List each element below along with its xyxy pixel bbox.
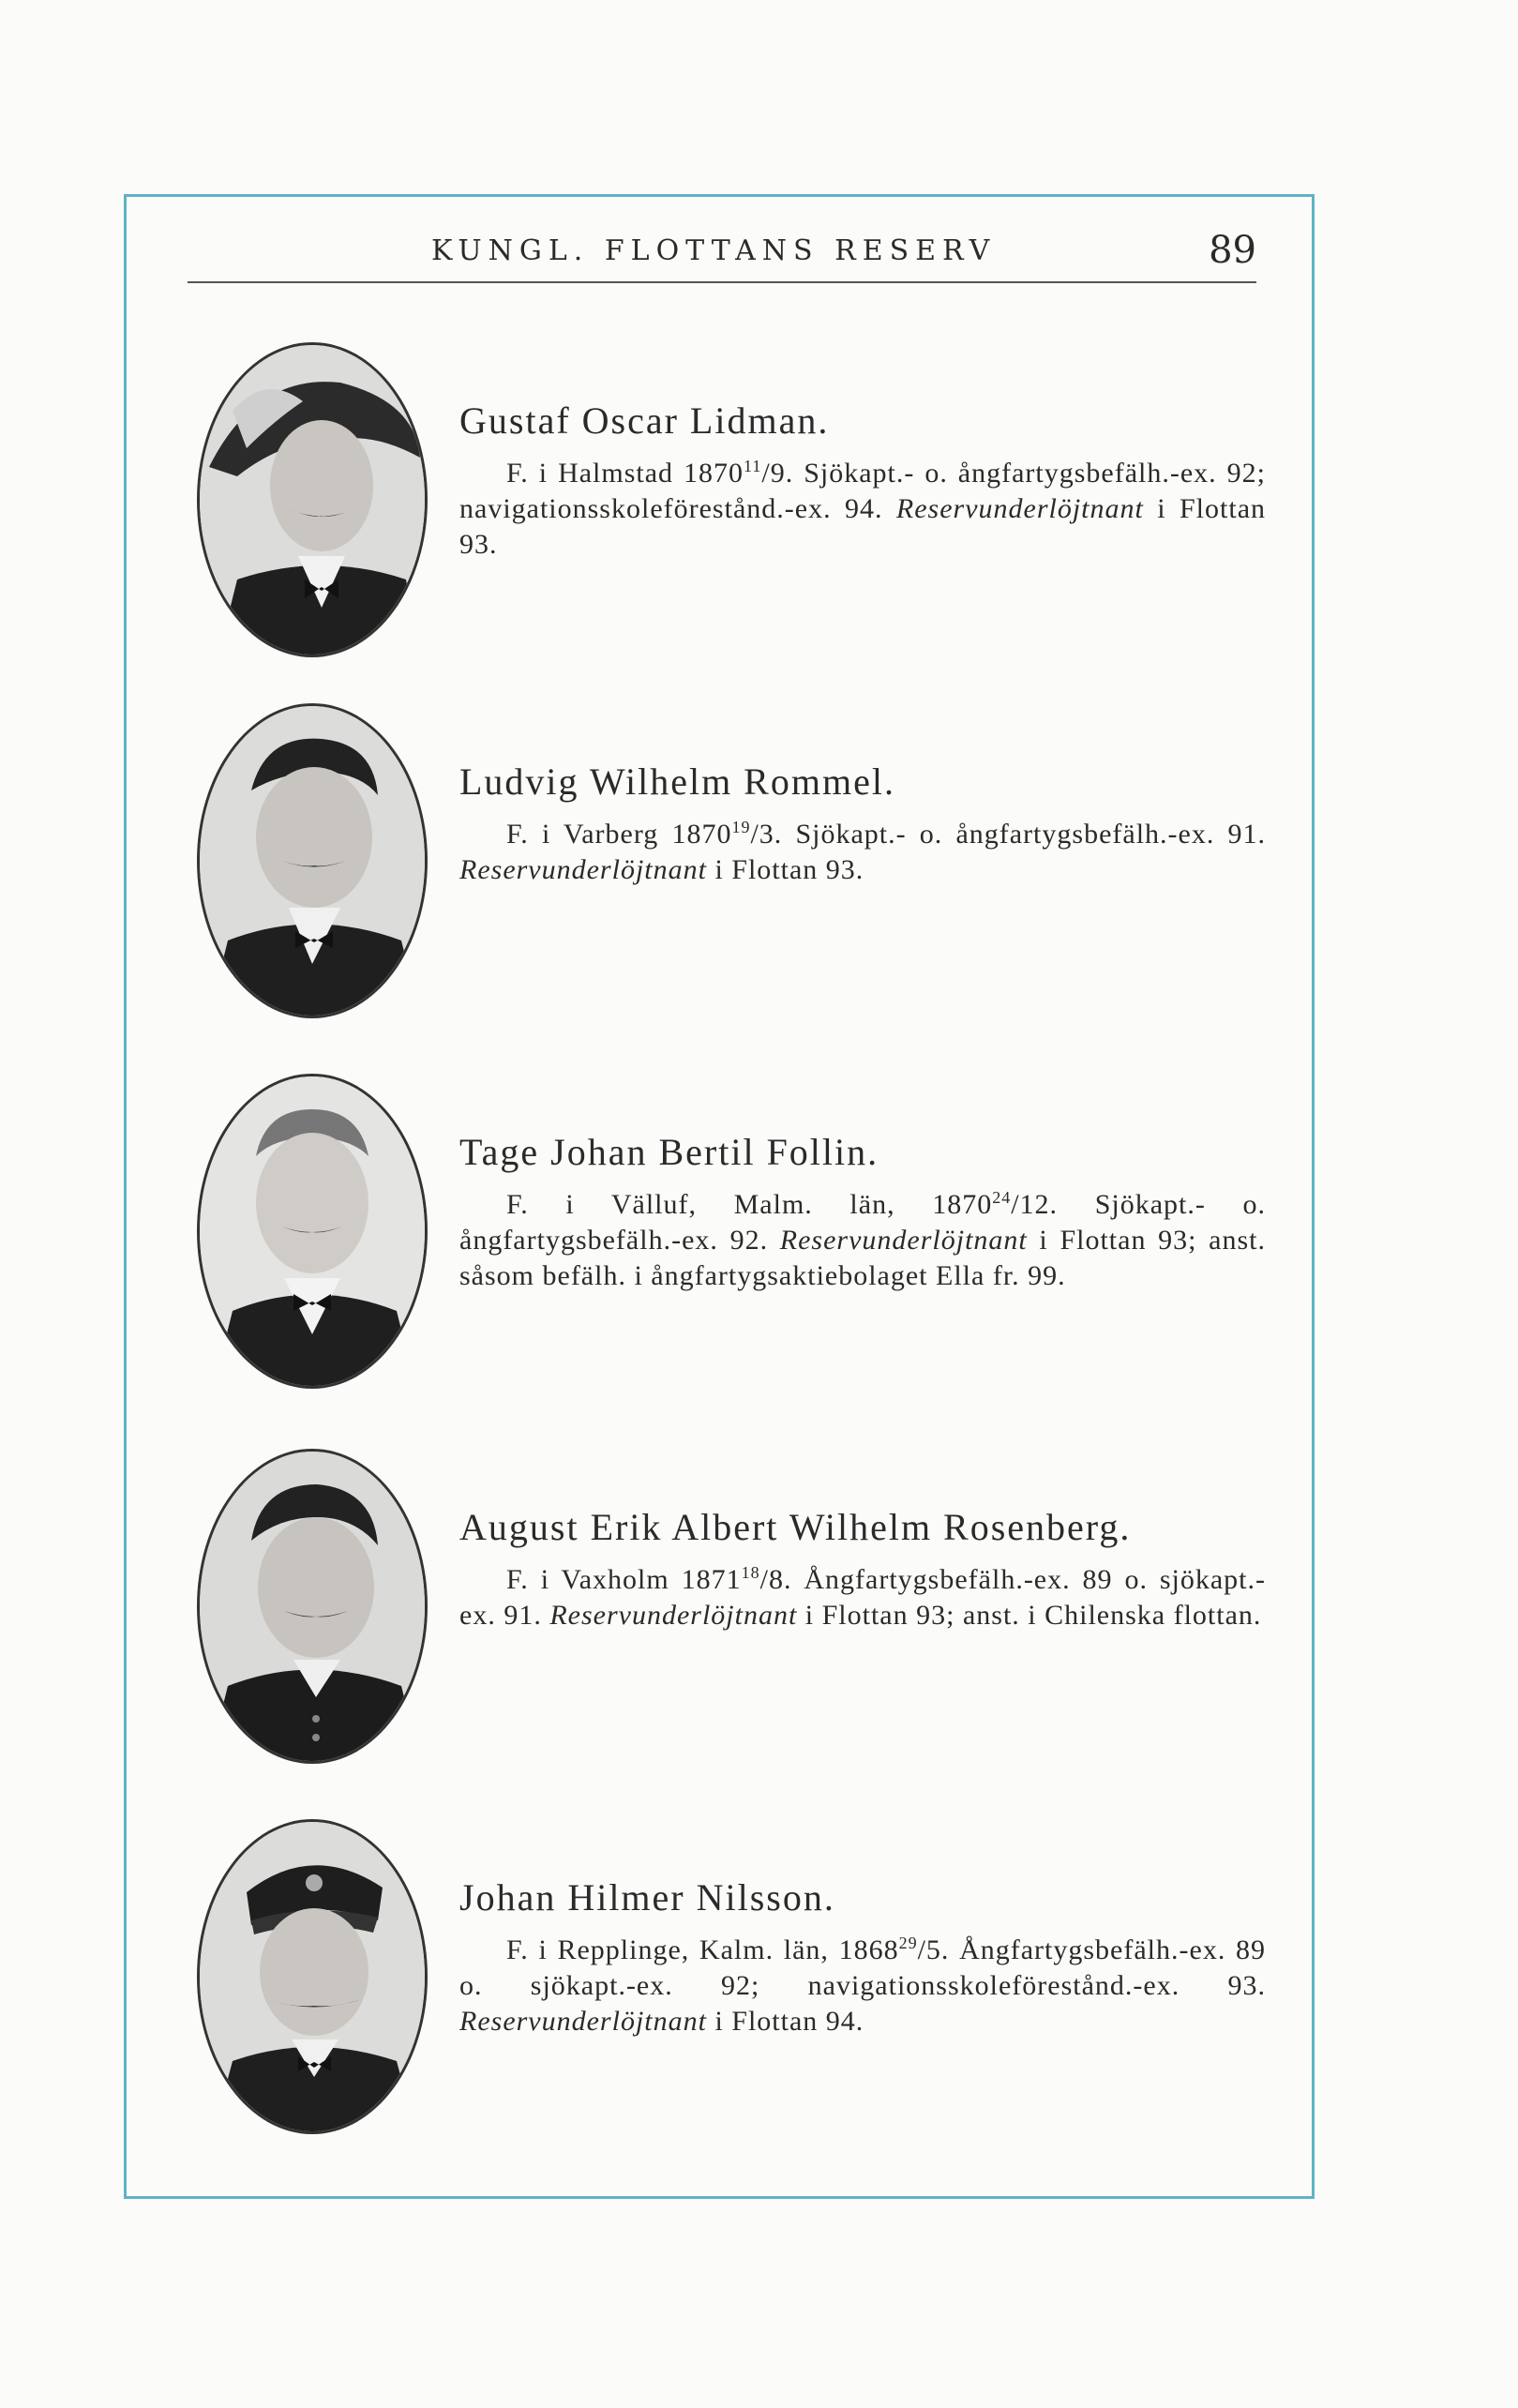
person-biography: F. i Repplinge, Kalm. län, 1868$^{29}$/5. Ångfartygsbefälh.-ex. 89 o. sjökapt.-ex. 92; navigationsskoleförestånd.-ex. 93. Reservunderlöjtnant i Flottan 94.	[459, 1934, 1266, 2037]
page-number: 89	[1209, 229, 1256, 272]
person-name: Gustaf Oscar Lidman.	[459, 399, 830, 442]
person-biography: F. i Varberg 1870$^{19}$/3. Sjökapt.- o. ångfartygsbefälh.-ex. 91. Reservunderlöjtnant i Flottan 93.	[459, 818, 1266, 885]
biography-entry	[197, 1074, 1266, 1392]
person-name: Tage Johan Bertil Follin.	[459, 1131, 879, 1173]
person-name: Johan Hilmer Nilsson.	[459, 1876, 835, 1919]
biography-entry	[197, 703, 1266, 1022]
portrait-captain-cap-icon	[200, 1822, 425, 2131]
running-header	[188, 225, 1256, 283]
portrait-photo	[197, 342, 428, 657]
portrait-photo	[197, 1074, 428, 1389]
running-title: KUNGL. FLOTTANS RESERV	[431, 234, 997, 267]
portrait-photo	[197, 703, 428, 1018]
person-biography: F. i Halmstad 1870$^{11}$/9. Sjökapt.- o. ångfartygsbefälh.-ex. 92; navigationsskoleförestånd.-ex. 94. Reservunderlöjtnant i Flottan 93.	[459, 457, 1267, 560]
portrait-photo	[197, 1819, 428, 2134]
person-name: Ludvig Wilhelm Rommel.	[459, 760, 895, 803]
biography-entry	[197, 342, 1266, 661]
person-name: August Erik Albert Wilhelm Rosenberg.	[459, 1506, 1132, 1548]
person-biography: F. i Vaxholm 1871$^{18}$/8. Ångfartygsbefälh.-ex. 89 o. sjökapt.-ex. 91. Reservunderlöjtnant i Flottan 93; anst. i Chilenska flottan.	[459, 1563, 1267, 1631]
biography-entry	[197, 1819, 1266, 2138]
portrait-photo	[197, 1449, 428, 1764]
portrait-bow-tie-icon	[200, 1076, 425, 1386]
person-biography: F. i Välluf, Malm. län, 1870$^{24}$/12. Sjökapt.- o. ångfartygsbefälh.-ex. 92. Reservunderlöjtnant i Flottan 93; anst. såsom befälh. i ångfartygsaktiebolaget Ella fr. 99.	[459, 1188, 1267, 1291]
portrait-plumed-hat-icon	[200, 345, 425, 655]
portrait-uniform-icon	[200, 1452, 425, 1761]
portrait-mustache-icon	[200, 706, 425, 1016]
biography-entry	[197, 1449, 1266, 1768]
